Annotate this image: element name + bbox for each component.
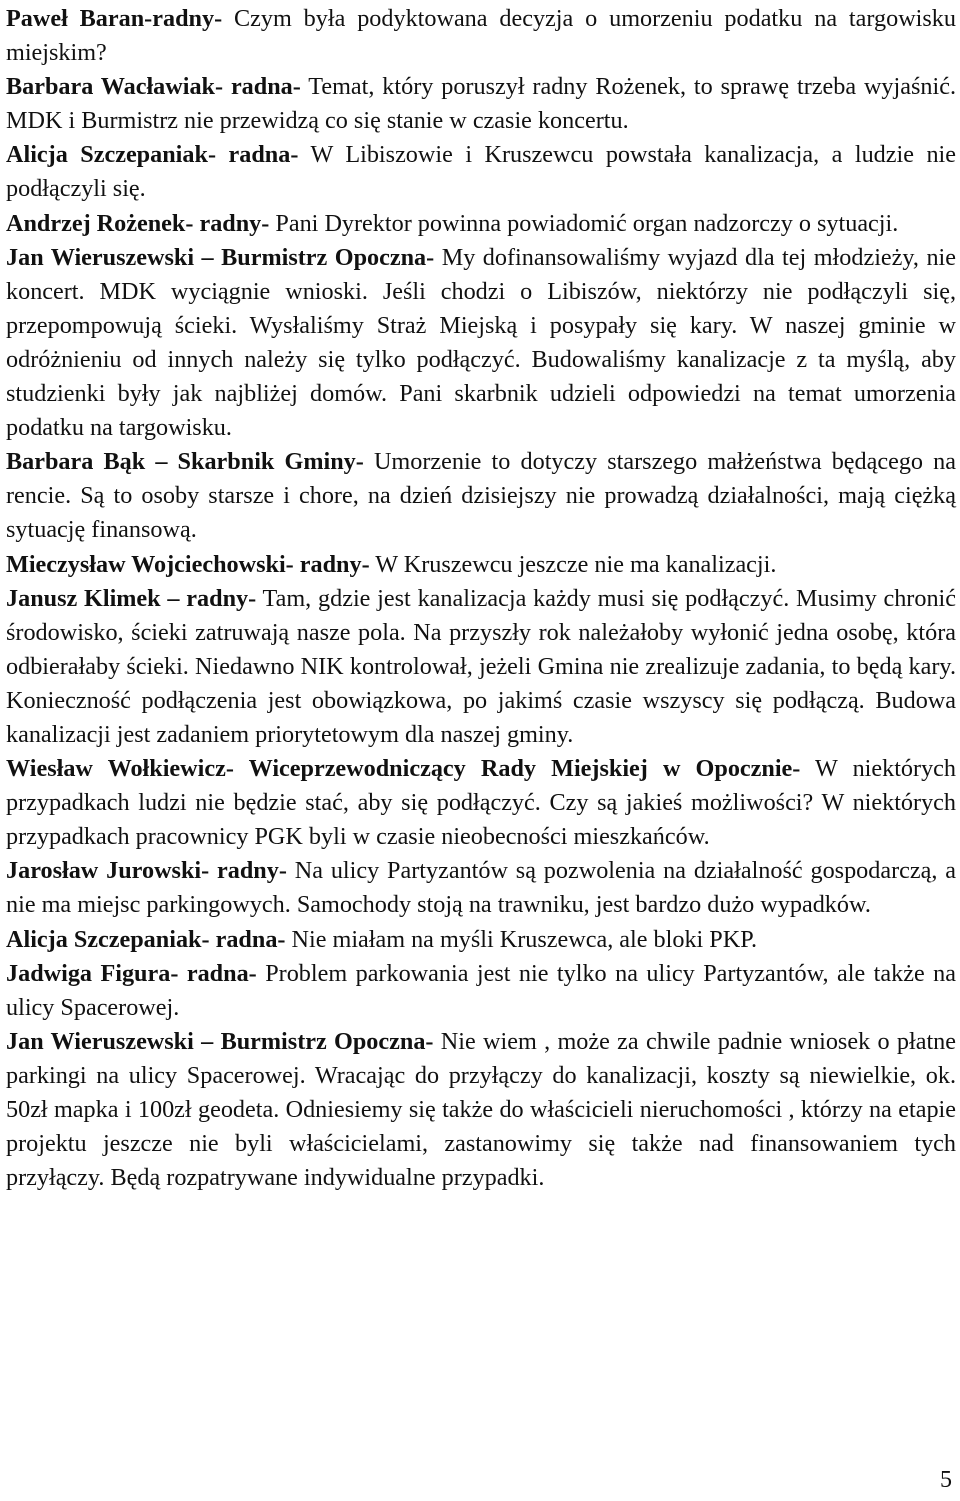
speaker-name: Mieczysław Wojciechowski- radny- bbox=[6, 550, 370, 578]
paragraph-text: Pani Dyrektor powinna powiadomić organ nadzorczy o sytuacji. bbox=[269, 209, 899, 237]
paragraph bbox=[6, 923, 956, 957]
paragraph bbox=[6, 70, 956, 138]
paragraph bbox=[6, 241, 956, 446]
speaker-name: Alicja Szczepaniak- radna- bbox=[6, 925, 286, 953]
paragraph-text: Umorzenie to dotyczy starszego małżeństwa będącego na rencie. Są to osoby starsze i chore, na dzień dzisiejszy nie prowadzą działalności, mają ciężką sytuację finansową. bbox=[6, 448, 956, 544]
paragraph-text: W niektórych przypadkach ludzi nie będzie stać, aby się podłączyć. Czy są jakieś możliwości? W niektórych przypadkach pracownicy PGK byli w czasie nieobecności mieszkańców. bbox=[6, 755, 957, 851]
paragraph-text: Tam, gdzie jest kanalizacja każdy musi się podłączyć. Musimy chronić środowisko, ścieki zatruwają nasze pola. Na przyszły rok należałoby wyłonić jedna osobę, która odbierałaby ścieki. Niedawno NIK kontrolował, jeżeli Gmina nie zrealizuje zadania, to będą kary. Konieczność podłączenia jest obowiązkowa, po jakimś czasie wszyscy się podłączą. Budowa kanalizacji jest zadaniem priorytetowym dla naszej gminy. bbox=[6, 584, 956, 748]
paragraph bbox=[6, 752, 956, 854]
speaker-name: Wiesław Wołkiewicz- Wiceprzewodniczący Rady Miejskiej w Opocznie- bbox=[6, 755, 801, 783]
paragraph-text: W Libiszowie i Kruszewcu powstała kanalizacja, a ludzie nie podłączyli się. bbox=[6, 141, 956, 203]
speaker-name: Barbara Bąk – Skarbnik Gminy- bbox=[6, 448, 364, 476]
paragraph bbox=[6, 854, 956, 922]
speaker-name: Jadwiga Figura- radna- bbox=[6, 959, 257, 987]
paragraph-text: Czym była podyktowana decyzja o umorzeniu podatku na targowisku miejskim? bbox=[6, 5, 956, 67]
paragraph-text: Nie wiem , może za chwile padnie wniosek o płatne parkingi na ulicy Spacerowej. Wracając do przyłączy do kanalizacji, koszty są niewielkie, ok. 50zł mapka i 100zł geodeta. Odniesiemy się także do właścicieli nieruchomości , którzy na etapie projektu jeszcze nie byli właścicielami, zastanowimy się także nad finansowaniem tych przyłączy. Będą rozpatrywane indywidualne przypadki. bbox=[6, 1027, 957, 1192]
speaker-name: Jarosław Jurowski- radny- bbox=[6, 857, 287, 885]
speaker-name: Paweł Baran-radny- bbox=[6, 5, 223, 32]
paragraph bbox=[6, 2, 956, 70]
paragraph-text: Temat, który poruszył radny Rożenek, to sprawę trzeba wyjaśnić. MDK i Burmistrz nie przewidzą co się stanie w czasie koncertu. bbox=[6, 73, 956, 135]
speaker-name: Andrzej Rożenek- radny- bbox=[6, 209, 270, 237]
paragraph bbox=[6, 207, 956, 241]
speaker-name: Jan Wieruszewski – Burmistrz Opoczna- bbox=[6, 1027, 434, 1055]
document-body bbox=[6, 2, 956, 1195]
paragraph-text: Nie miałam na myśli Kruszewca, ale bloki PKP. bbox=[285, 925, 758, 953]
paragraph-text: Problem parkowania jest nie tylko na ulicy Partyzantów, ale także na ulicy Spacerowej. bbox=[6, 959, 956, 1021]
paragraph bbox=[6, 582, 956, 752]
speaker-name: Jan Wieruszewski – Burmistrz Opoczna- bbox=[6, 243, 435, 271]
paragraph bbox=[6, 1025, 956, 1195]
paragraph-text: W Kruszewcu jeszcze nie ma kanalizacji. bbox=[369, 550, 777, 578]
paragraph bbox=[6, 957, 956, 1025]
page-number: 5 bbox=[940, 1467, 952, 1493]
paragraph-text: Na ulicy Partyzantów są pozwolenia na działalność gospodarczą, a nie ma miejsc parkingowych. Samochody stoją na trawniku, jest bardzo dużo wypadków. bbox=[6, 857, 956, 919]
paragraph bbox=[6, 548, 956, 582]
speaker-name: Janusz Klimek – radny- bbox=[6, 584, 257, 612]
paragraph bbox=[6, 138, 956, 206]
speaker-name: Alicja Szczepaniak- radna- bbox=[6, 141, 299, 169]
paragraph bbox=[6, 445, 956, 547]
speaker-name: Barbara Wacławiak- radna- bbox=[6, 73, 301, 101]
paragraph-text: My dofinansowaliśmy wyjazd dla tej młodzieży, nie koncert. MDK wyciągnie wnioski. Jeśli chodzi o Libiszów, niektórzy nie podłączyli się, przepompowują ścieki. Wysłaliśmy Straż Miejską i posypały się kary. W naszej gminie w odróżnieniu od innych należy się tylko podłączyć. Budowaliśmy kanalizacje z ta myślą, aby studzienki były jak najbliżej domów. Pani skarbnik udzieli odpowiedzi na temat umorzenia podatku na targowisku. bbox=[6, 243, 957, 442]
